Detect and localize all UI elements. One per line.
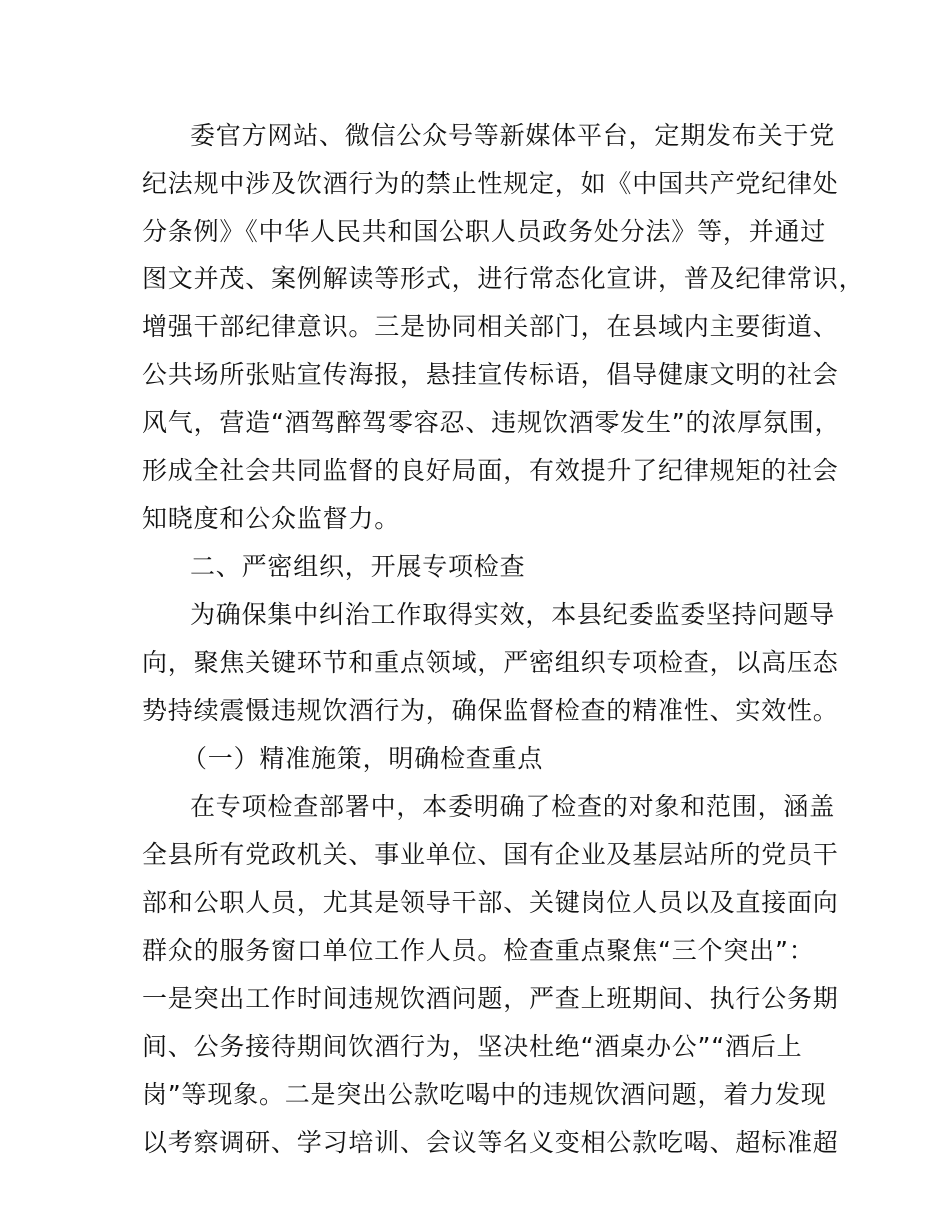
paragraph-line: 公共场所张贴宣传海报，悬挂宣传标语，倡导健康文明的社会 [142,360,839,389]
paragraph-line: 群众的服务窗口单位工作人员。检查重点聚焦“三个突出”： [142,936,815,965]
paragraph-line: 以考察调研、学习培训、会议等名义变相公款吃喝、超标准超 [142,1128,839,1157]
paragraph-line: 风气，营造“酒驾醉驾零容忍、违规饮酒零发生”的浓厚氛围， [142,408,841,437]
paragraph-line: 纪法规中涉及饮酒行为的禁止性规定，如《中国共产党纪律处 [142,169,839,198]
paragraph-line: 岗”等现象。二是突出公款吃喝中的违规饮酒问题，着力发现 [142,1080,827,1109]
paragraph-line: 为确保集中纠治工作取得实效，本县纪委监委坚持问题导 [190,600,836,629]
paragraph-line: 知晓度和公众监督力。 [142,504,401,533]
subsection-heading: （一）精准施策，明确检查重点 [182,744,544,773]
paragraph-line: 一是突出工作时间违规饮酒问题，严查上班期间、执行公务期 [142,984,839,1013]
paragraph-line: 委官方网站、微信公众号等新媒体平台，定期发布关于党 [190,121,836,150]
paragraph-line: 间、公务接待期间饮酒行为，坚决杜绝“酒桌办公”“酒后上 [142,1032,803,1061]
paragraph-line: 在专项检查部署中，本委明确了检查的对象和范围，涵盖 [190,792,836,821]
paragraph-line: 增强干部纪律意识。三是协同相关部门，在县域内主要街道、 [142,312,839,341]
paragraph-line: 分条例》《中华人民共和国公职人员政务处分法》等，并通过 [142,217,827,246]
paragraph-line: 向，聚焦关键环节和重点领域，严密组织专项检查，以高压态 [142,648,839,677]
paragraph-line: 势持续震慑违规饮酒行为，确保监督检查的精准性、实效性。 [142,696,839,725]
paragraph-line: 图文并茂、案例解读等形式，进行常态化宣讲，普及纪律常识， [142,264,865,293]
paragraph-line: 全县所有党政机关、事业单位、国有企业及基层站所的党员干 [142,840,839,869]
section-heading: 二、严密组织，开展专项检查 [190,552,526,581]
paragraph-line: 形成全社会共同监督的良好局面，有效提升了纪律规矩的社会 [142,456,839,485]
paragraph-line: 部和公职人员，尤其是领导干部、关键岗位人员以及直接面向 [142,888,839,917]
